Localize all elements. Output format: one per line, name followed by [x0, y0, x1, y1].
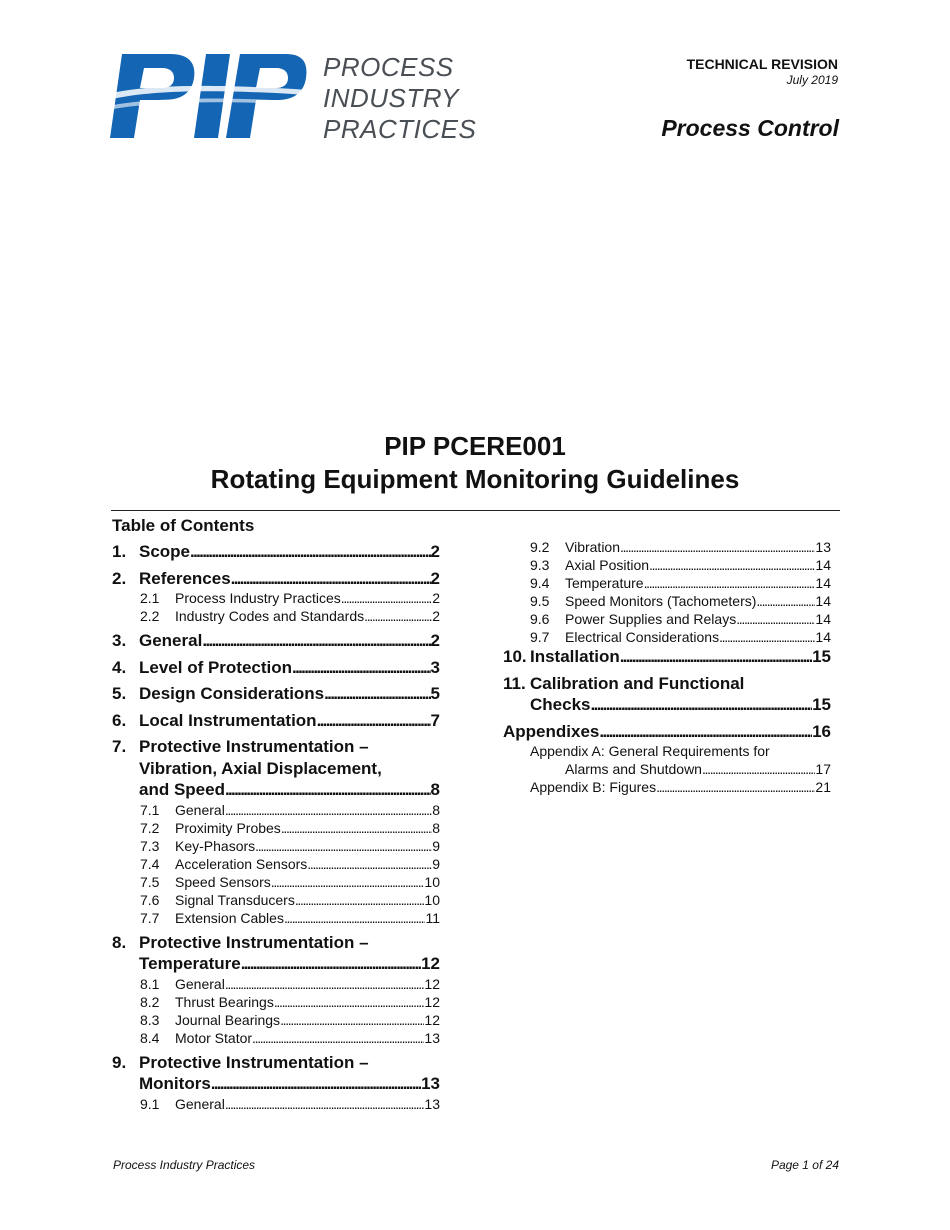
toc-page-number: 14 [815, 611, 831, 627]
toc-subsection-number: 9.2 [530, 539, 550, 555]
toc-page-number: 13 [815, 539, 831, 555]
toc-section-number: 7. [112, 737, 127, 756]
toc-page-number: 9 [432, 837, 440, 854]
toc-section-number: 3. [112, 631, 127, 650]
toc-page-number: 14 [815, 593, 831, 609]
toc-entry-text: Electrical Considerations [565, 629, 720, 645]
toc-subsection-number: 9.1 [140, 1095, 160, 1112]
toc-subsection-link[interactable] [503, 556, 831, 574]
toc-subsection-number: 7.5 [140, 873, 160, 890]
toc-subsection-link[interactable] [112, 801, 440, 819]
toc-subsection-number: 8.4 [140, 1029, 160, 1046]
document-name: Rotating Equipment Monitoring Guidelines [210, 464, 740, 494]
toc-leader [599, 721, 812, 743]
toc-line [530, 556, 831, 574]
toc-page-number: 21 [815, 779, 831, 795]
toc-section-link[interactable] [112, 541, 440, 563]
toc-line [530, 673, 831, 695]
toc-subsection-number: 9.4 [530, 575, 550, 591]
toc-appendix-link[interactable] [503, 778, 831, 796]
footer-publisher: Process Industry Practices [113, 1158, 256, 1172]
toc-subsection-link[interactable] [503, 592, 831, 610]
toc-entry-text: Thrust Bearings [175, 993, 274, 1010]
toc-line [140, 993, 440, 1011]
toc-page-number: 2 [430, 631, 440, 650]
toc-subsection-number: 8.1 [140, 975, 160, 992]
toc-page-number: 8 [430, 780, 440, 799]
toc-subsection-number: 2.2 [140, 608, 160, 624]
toc-page-number: 14 [815, 557, 831, 573]
toc-entry-text: Signal Transducers [175, 891, 295, 908]
toc-line [140, 837, 440, 855]
toc-subsection-link[interactable] [503, 538, 831, 556]
pip-logo-mark [108, 50, 308, 142]
toc-line [140, 1029, 440, 1047]
toc-entry-text: Appendixes [503, 721, 600, 741]
toc-entry-text: Local Instrumentation [139, 710, 317, 730]
document-title [0, 430, 950, 496]
toc-entry-text: Checks [530, 695, 591, 714]
toc-subsection-link[interactable] [112, 589, 440, 607]
toc-entry-text: General [175, 801, 225, 818]
toc-section-link[interactable] [112, 710, 440, 732]
toc-subsection-link[interactable] [112, 891, 440, 909]
toc-section-number: 1. [112, 542, 127, 561]
logo-line-2: INDUSTRY [323, 83, 459, 113]
toc-subsection-number: 8.3 [140, 1011, 160, 1028]
toc-page-number: 2 [432, 608, 440, 624]
toc-entry-text: Speed Monitors (Tachometers) [565, 593, 757, 609]
toc-entry-text: Appendix B: Figures [530, 779, 657, 795]
toc-subsection-link[interactable] [112, 607, 440, 625]
toc-line [139, 1052, 440, 1074]
toc-subsection-number: 7.4 [140, 855, 160, 872]
toc-leader [590, 694, 812, 716]
toc-entry-text: Appendix A: General Requirements for [530, 743, 770, 759]
toc-page-number: 12 [424, 975, 440, 992]
toc-page-number: 14 [815, 575, 831, 591]
toc-section-link[interactable] [112, 568, 440, 590]
toc-section-number: 6. [112, 710, 127, 730]
toc-section-number: 5. [112, 684, 127, 703]
toc-line [140, 589, 440, 607]
toc-leader [252, 1029, 424, 1047]
toc-line [530, 760, 831, 778]
toc-entry-text: Protective Instrumentation – [139, 737, 369, 756]
toc-page-number: 13 [421, 1074, 440, 1093]
toc-subsection-number: 7.7 [140, 909, 160, 926]
toc-entry-text: Extension Cables [175, 909, 284, 926]
toc-section-number: 4. [112, 657, 127, 677]
toc-page-number: 5 [430, 684, 440, 703]
toc-subsection-number: 2.1 [140, 590, 160, 606]
toc-leader [225, 801, 432, 819]
toc-entry-text: Vibration [565, 539, 621, 555]
toc-entry-text: General [175, 1095, 225, 1112]
toc-leader [656, 778, 815, 796]
toc-entry-text: Process Industry Practices [175, 590, 341, 606]
toc-page-number: 7 [430, 710, 440, 730]
toc-section-body [503, 673, 831, 716]
toc-leader [225, 975, 425, 993]
toc-line [140, 891, 440, 909]
toc-line [530, 646, 831, 668]
toc-subsection-number: 9.7 [530, 629, 550, 645]
toc-line [530, 610, 831, 628]
toc-subsection-number: 9.5 [530, 593, 550, 609]
toc-leader [702, 760, 815, 778]
toc-leader [719, 628, 815, 646]
toc-section-body [112, 683, 440, 705]
toc-appendix-link[interactable] [503, 742, 831, 778]
toc-section-link[interactable] [112, 630, 440, 652]
toc-section-number: 10. [503, 647, 527, 666]
toc-section-number: 11. [503, 673, 526, 693]
toc-section-body [112, 932, 440, 975]
toc-subsection-link[interactable] [112, 1011, 440, 1029]
toc-section-body [503, 721, 831, 743]
toc-section-number: 8. [112, 932, 127, 952]
toc-section-link[interactable] [503, 646, 831, 668]
logo-line-1: PROCESS [323, 52, 454, 82]
toc-page-number: 2 [432, 590, 440, 606]
toc-line [140, 909, 440, 927]
toc-page-number: 16 [812, 721, 831, 741]
toc-line [139, 657, 440, 679]
toc-line [139, 932, 440, 954]
toc-entry-text: Vibration, Axial Displacement, [139, 758, 382, 778]
toc-subsection-link[interactable] [112, 855, 440, 873]
toc-entry-text: References [139, 568, 231, 588]
toc-subsection-number: 8.2 [140, 993, 160, 1010]
toc-section-number: 2. [112, 568, 127, 588]
toc-leader [274, 993, 425, 1011]
toc-entry-text: Alarms and Shutdown [565, 761, 702, 777]
toc-leader [271, 873, 425, 891]
toc-subsection-link[interactable] [112, 975, 440, 993]
toc-page-number: 2 [430, 542, 440, 561]
toc-leader [307, 855, 432, 873]
toc-line [503, 721, 831, 743]
toc-entry-text: Journal Bearings [175, 1011, 281, 1028]
toc-section-link[interactable] [112, 683, 440, 705]
toc-page-number: 3 [430, 657, 440, 677]
toc-leader [281, 819, 432, 837]
toc-line [530, 742, 831, 760]
toc-section-body [112, 568, 440, 590]
toc-subsection-link[interactable] [503, 610, 831, 628]
toc-line [530, 538, 831, 556]
toc-page-number: 17 [815, 761, 831, 777]
toc-line [140, 1011, 440, 1029]
toc-line [140, 819, 440, 837]
toc-subsection-number: 9.6 [530, 611, 550, 627]
toc-leader [341, 589, 432, 607]
toc-line [139, 683, 440, 705]
toc-entry-text: Motor Stator [175, 1029, 253, 1046]
toc-leader [620, 538, 815, 556]
toc-section-link[interactable] [112, 736, 440, 801]
toc-page-number: 9 [432, 855, 440, 872]
toc-leader [620, 646, 812, 668]
toc-section-link[interactable] [503, 721, 831, 743]
toc-subsection-link[interactable] [503, 628, 831, 646]
toc-line [140, 855, 440, 873]
toc-leader [364, 607, 432, 625]
toc-entry-text: Temperature [139, 954, 241, 973]
toc-page-number: 2 [430, 568, 440, 588]
toc-subsection-link[interactable] [112, 819, 440, 837]
toc-line [140, 801, 440, 819]
toc-subsection-number: 7.1 [140, 801, 160, 818]
toc-page-number: 12 [424, 1011, 440, 1028]
toc-line [530, 574, 831, 592]
toc-leader [202, 630, 430, 652]
toc-entry-text: Scope [139, 542, 191, 561]
footer-page-number: Page 1 of 24 [770, 1158, 839, 1172]
toc-page-number: 15 [812, 647, 831, 666]
toc-line [139, 779, 440, 801]
toc-page-number: 12 [424, 993, 440, 1010]
toc-entry-text: Speed Sensors [175, 873, 271, 890]
toc-section-body [112, 736, 440, 801]
toc-entry-text: Power Supplies and Relays [565, 611, 737, 627]
toc-entry-text: General [175, 975, 225, 992]
revision-label: TECHNICAL REVISION [686, 56, 838, 72]
toc-page-number: 10 [424, 891, 440, 908]
toc-subsection-number: 7.2 [140, 819, 160, 836]
toc-leader [324, 683, 430, 705]
toc-right-column [503, 538, 831, 796]
toc-line [530, 694, 831, 716]
toc-line [139, 953, 440, 975]
toc-section-body [112, 710, 440, 732]
toc-subsection-link[interactable] [112, 993, 440, 1011]
toc-entry-text: Industry Codes and Standards [175, 608, 365, 624]
toc-subsection-link[interactable] [112, 837, 440, 855]
toc-entry-text: Temperature [565, 575, 644, 591]
toc-subsection-link[interactable] [112, 1029, 440, 1047]
toc-line [140, 607, 440, 625]
toc-line [139, 758, 440, 780]
toc-subsection-number: 7.6 [140, 891, 160, 908]
toc-entry-text: Monitors [139, 1074, 211, 1093]
toc-entry-text: Proximity Probes [175, 819, 281, 836]
revision-date: July 2019 [786, 73, 838, 87]
toc-entry-text: Acceleration Sensors [175, 855, 308, 872]
toc-leader [317, 710, 431, 732]
toc-subsection-number: 9.3 [530, 557, 550, 573]
toc-heading: Table of Contents [112, 516, 255, 535]
toc-subsection-link[interactable] [503, 574, 831, 592]
toc-section-link[interactable] [112, 657, 440, 679]
toc-leader [211, 1073, 421, 1095]
toc-section-body [112, 541, 440, 563]
revision-block [687, 56, 838, 87]
toc-line [139, 630, 440, 652]
toc-page-number: 8 [432, 801, 440, 818]
toc-page-number: 14 [815, 629, 831, 645]
toc-section-body [503, 646, 831, 668]
toc-entry-text: General [139, 631, 203, 650]
toc-leader [644, 574, 816, 592]
toc-leader [736, 610, 815, 628]
toc-leader [190, 541, 431, 563]
practice-category: Process Control [661, 115, 839, 141]
toc-section-number: 9. [112, 1052, 127, 1072]
toc-page-number: 13 [424, 1095, 440, 1112]
toc-line [140, 975, 440, 993]
toc-leader [280, 1011, 424, 1029]
toc-line [140, 873, 440, 891]
toc-leader [756, 592, 815, 610]
toc-page-number: 10 [424, 873, 440, 890]
toc-leader [241, 953, 421, 975]
toc-entry-text: Key-Phasors [175, 837, 256, 854]
toc-entry-text: Installation [530, 647, 620, 666]
toc-line [530, 628, 831, 646]
toc-leader [225, 1095, 425, 1113]
toc-leader [649, 556, 815, 574]
toc-entry-text: and Speed [139, 780, 225, 799]
title-divider [111, 510, 840, 511]
toc-section-link[interactable] [112, 1052, 440, 1095]
toc-entry-text: Protective Instrumentation – [139, 1052, 369, 1072]
toc-subsection-number: 7.3 [140, 837, 160, 854]
toc-page-number: 15 [812, 695, 831, 714]
toc-section-body [112, 1052, 440, 1095]
toc-leader [292, 657, 431, 679]
toc-entry-text: Calibration and Functional [530, 673, 745, 693]
logo-line-3: PRACTICES [323, 114, 477, 144]
toc-leader [284, 909, 426, 927]
toc-line [140, 1095, 440, 1113]
toc-section-body [112, 630, 440, 652]
toc-line [139, 568, 440, 590]
toc-subsection-link[interactable] [112, 873, 440, 891]
toc-entry-text: Design Considerations [139, 684, 325, 703]
toc-line [139, 736, 440, 758]
toc-entry-text: Protective Instrumentation – [139, 932, 369, 952]
toc-leader [255, 837, 432, 855]
document-code: PIP PCERE001 [384, 431, 566, 461]
toc-page-number: 13 [424, 1029, 440, 1046]
toc-line [530, 592, 831, 610]
toc-line [139, 541, 440, 563]
toc-leader [225, 779, 431, 801]
toc-page-number: 8 [432, 819, 440, 836]
toc-section-link[interactable] [112, 932, 440, 975]
pip-logo [108, 50, 488, 145]
toc-subsection-link[interactable] [112, 1095, 440, 1113]
toc-entry-text: Axial Position [565, 557, 650, 573]
toc-section-body [112, 657, 440, 679]
toc-page-number: 11 [425, 909, 440, 926]
toc-left-column [112, 541, 440, 1113]
toc-leader [231, 568, 431, 590]
toc-subsection-link[interactable] [112, 909, 440, 927]
toc-leader [295, 891, 425, 909]
toc-page-number: 12 [421, 954, 440, 973]
toc-entry-text: Level of Protection [139, 657, 293, 677]
toc-line [530, 778, 831, 796]
toc-line [139, 710, 440, 732]
toc-line [139, 1073, 440, 1095]
toc-section-link[interactable] [503, 673, 831, 716]
logo-wordmark [323, 52, 476, 145]
